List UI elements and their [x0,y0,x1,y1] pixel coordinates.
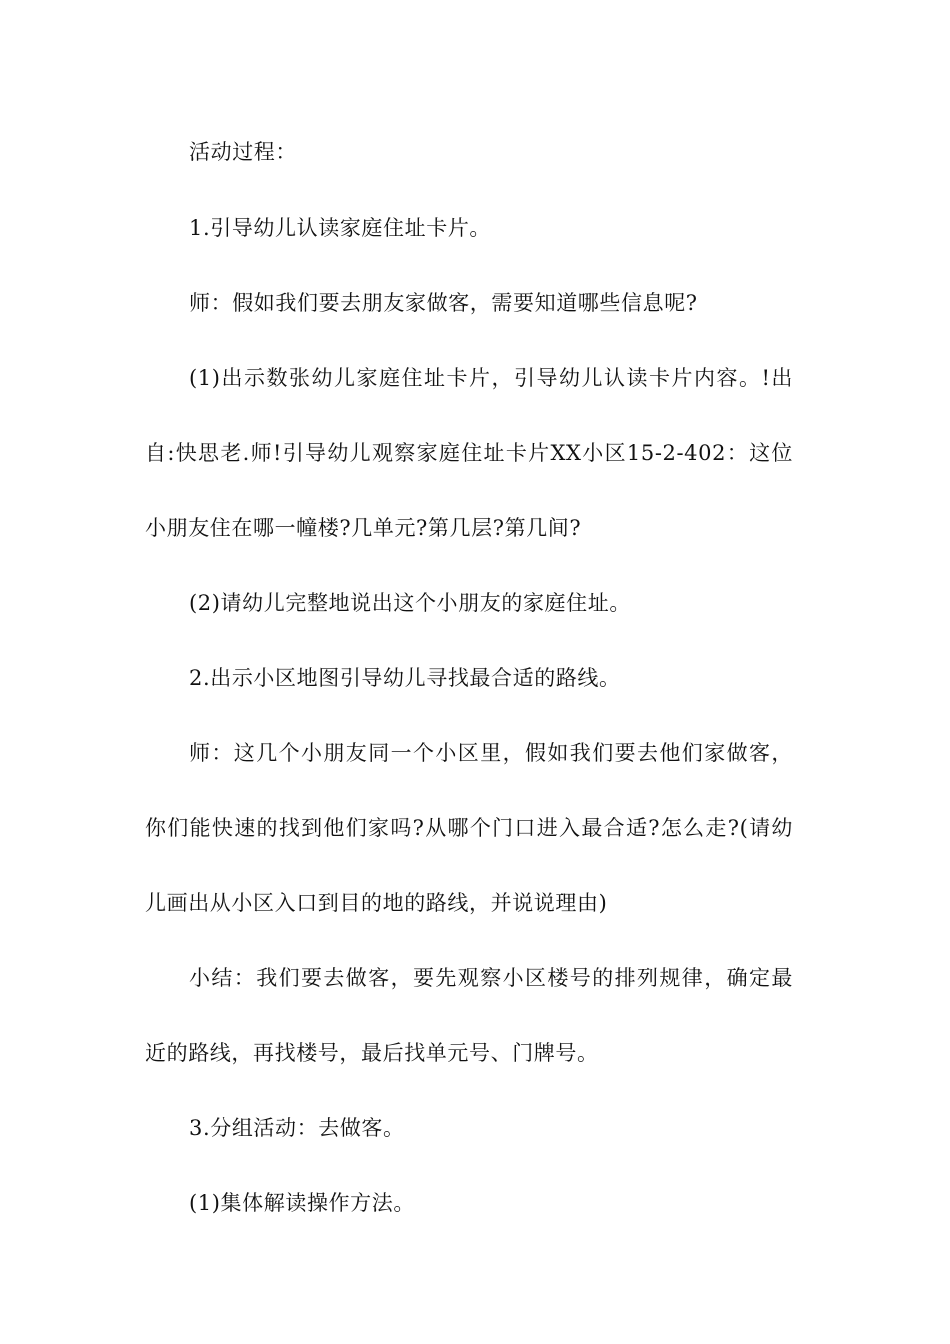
step-heading: 2.出示小区地图引导幼儿寻找最合适的路线。 [189,666,621,690]
paragraph-line: 自:快思老.师!引导幼儿观察家庭住址卡片XX小区15-2-402：这位 [145,441,793,465]
paragraph-line: 师：假如我们要去朋友家做客，需要知道哪些信息呢? [189,291,698,315]
section-heading: 活动过程： [189,140,297,164]
paragraph-line: (2)请幼儿完整地说出这个小朋友的家庭住址。 [189,591,631,615]
paragraph-line: 你们能快速的找到他们家吗?从哪个门口进入最合适?怎么走?(请幼 [145,816,793,840]
paragraph-line: 师：这几个小朋友同一个小区里，假如我们要去他们家做客， [189,741,793,765]
paragraph-line: 小结：我们要去做客，要先观察小区楼号的排列规律，确定最 [189,966,793,990]
paragraph-line: 儿画出从小区入口到目的地的路线，并说说理由) [145,891,608,915]
step-heading: 1.引导幼儿认读家庭住址卡片。 [189,216,492,240]
paragraph-line: 近的路线，再找楼号，最后找单元号、门牌号。 [145,1041,599,1065]
paragraph-line: (1)集体解读操作方法。 [189,1191,415,1215]
paragraph-line: 小朋友住在哪一幢楼?几单元?第几层?第几间? [145,516,582,540]
step-heading: 3.分组活动：去做客。 [189,1116,405,1140]
paragraph-line: (1)出示数张幼儿家庭住址卡片，引导幼儿认读卡片内容。!出 [189,366,793,390]
